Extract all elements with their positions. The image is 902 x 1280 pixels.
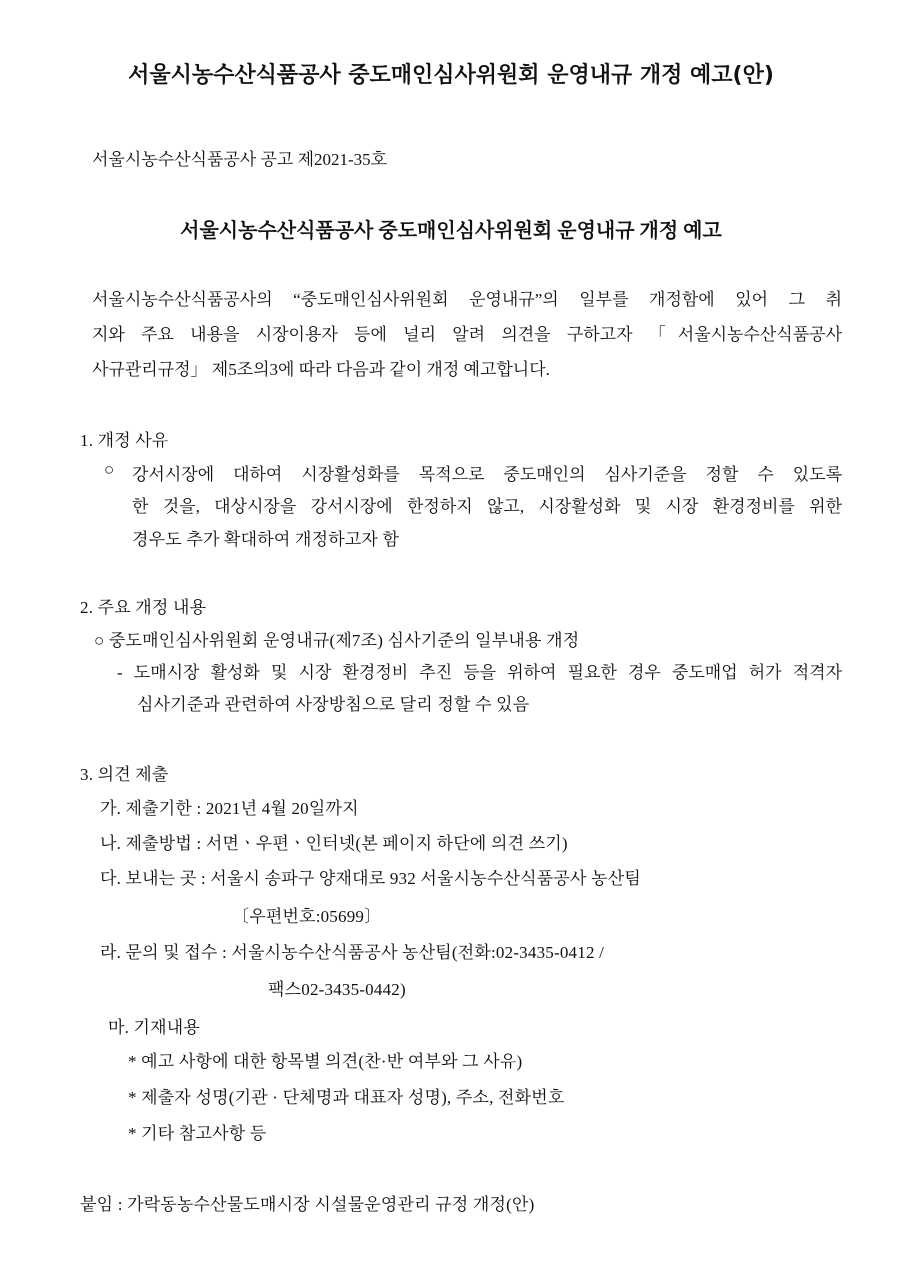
- intro-line-2: 지와 주요 내용을 시장이용자 등에 널리 알려 의견을 구하고자 「서울시농수산식품공사: [92, 325, 842, 344]
- deadline-line: 가. 제출기한 : 2021년 4월 20일까지: [100, 799, 359, 818]
- contact-line: 라. 문의 및 접수 : 서울시농수산식품공사 농산팀(전화:02-3435-0412 /: [100, 943, 605, 962]
- address-line: 다. 보내는 곳 : 서울시 송파구 양재대로 932 서울시농수산식품공사 농산팀: [100, 869, 641, 888]
- section2-heading: 2. 주요 개정 내용: [80, 598, 207, 617]
- section1-line-3: 경우도 추가 확대하여 개정하고자 함: [132, 530, 400, 549]
- section1-bullet: ○: [104, 460, 115, 479]
- section1-line-2: 한 것을, 대상시장을 강서시장에 한정하지 않고, 시장활성화 및 시장 환경정비를 위한: [132, 497, 842, 516]
- fax-line: 팩스02-3435-0442): [268, 980, 406, 999]
- contents-item-1: * 예고 사항에 대한 항목별 의견(찬·반 여부와 그 사유): [128, 1052, 523, 1071]
- intro-line-1: 서울시농수산식품공사의 “중도매인심사위원회 운영내규”의 일부를 개정함에 있어 그 취: [92, 290, 842, 309]
- sub-title: 서울시농수산식품공사 중도매인심사위원회 운영내규 개정 예고: [180, 220, 722, 242]
- intro-line-3: 사규관리규정」 제5조의3에 따라 다음과 같이 개정 예고합니다.: [92, 360, 550, 379]
- contents-item-2: * 제출자 성명(기관 · 단체명과 대표자 성명), 주소, 전화번호: [128, 1088, 565, 1107]
- postal-code: 〔우편번호:05699〕: [232, 907, 382, 926]
- notice-number: 서울시농수산식품공사 공고 제2021-35호: [92, 150, 388, 169]
- contents-heading: 마. 기재내용: [108, 1018, 201, 1037]
- section3-heading: 3. 의견 제출: [80, 765, 169, 784]
- section1-line-1: 강서시장에 대하여 시장활성화를 목적으로 중도매인의 심사기준을 정할 수 있도록: [132, 465, 842, 484]
- attachment-line: 붙임 : 가락동농수산물도매시장 시설물운영관리 규정 개정(안): [80, 1195, 535, 1214]
- method-line: 나. 제출방법 : 서면ㆍ우편ㆍ인터넷(본 페이지 하단에 의견 쓰기): [100, 834, 568, 853]
- section1-heading: 1. 개정 사유: [80, 431, 169, 450]
- contents-item-3: * 기타 참고사항 등: [128, 1124, 267, 1143]
- section2-bullet-item: ○ 중도매인심사위원회 운영내규(제7조) 심사기준의 일부내용 개정: [94, 631, 580, 650]
- section2-dash-line-1: - 도매시장 활성화 및 시장 환경정비 추진 등을 위하여 필요한 경우 중도매업 허가 적격자: [117, 663, 842, 682]
- section2-dash-line-2: 심사기준과 관련하여 사장방침으로 달리 정할 수 있음: [137, 695, 530, 714]
- main-title: 서울시농수산식품공사 중도매인심사위원회 운영내규 개정 예고(안): [128, 63, 774, 88]
